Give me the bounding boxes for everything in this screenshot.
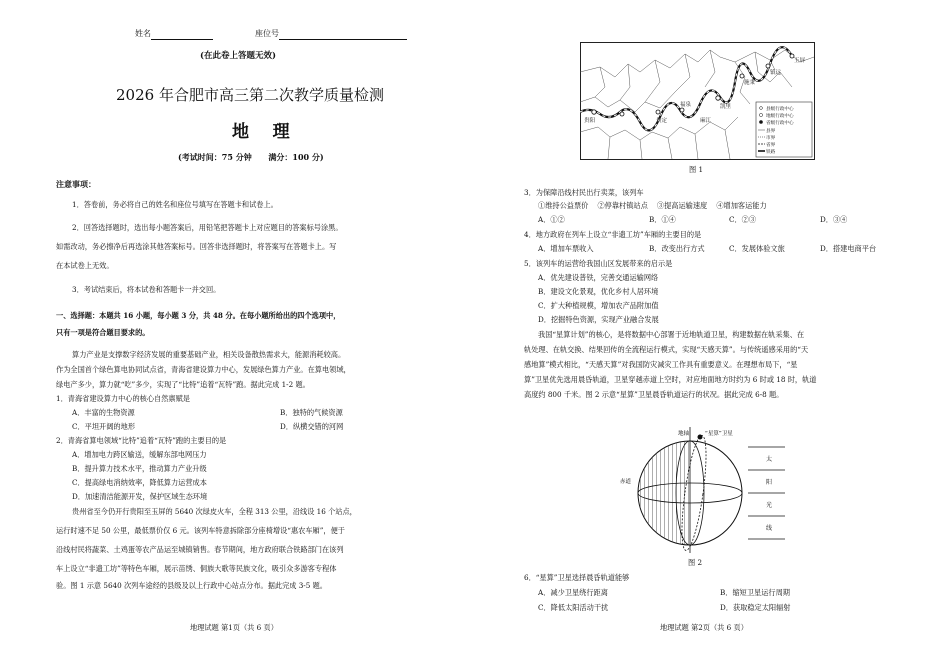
legend-province-border: 省界: [766, 143, 776, 148]
q3-statements: ①维持公益票价 ②停靠村镇站点 ③提高运输速度 ④增加客运能力: [538, 201, 767, 210]
figure-2-diagram: [620, 425, 790, 555]
q4-option-b: B．改变出行方式: [649, 244, 705, 253]
figure-1-caption: 图 1: [689, 165, 704, 174]
exam-info: (考试时间：75 分钟 满分：100 分): [178, 152, 324, 162]
question-5: 5．该列车的运营给我国山区发展带来的启示是: [524, 259, 673, 268]
q2-option-d: D．加速清洁能源开发，保护区域生态环境: [72, 492, 208, 501]
q3-option-d: D．③④: [820, 215, 848, 224]
q5-option-d: D．挖掘特色资源，实现产业融合发展: [538, 315, 659, 324]
passage2-line1: 贵州省至今仍开行贵阳至玉屏的 5640 次绿皮火车，全程 313 公里，沿线设 16 个站点，: [72, 507, 357, 516]
q1-option-a: A．丰富的生物资源: [72, 408, 135, 417]
question-4: 4．地方政府在列车上设立“非遗工坊”车厢的主要目的是: [524, 230, 702, 239]
page-footer-1: 地理试题 第1页（共 6 页）: [190, 623, 278, 632]
section-title-2: 只有一项是符合题目要求的。: [56, 328, 150, 337]
q6-option-d: D．获取稳定太阳辐射: [720, 603, 791, 612]
figure-1-map: [580, 42, 815, 160]
q5-option-c: C．扩大种植规模，增加农产品附加值: [538, 301, 659, 310]
seat-field: [255, 27, 407, 40]
q3-option-c: C．②③: [729, 215, 757, 224]
question-1: 1．青海省建设算力中心的核心自然禀赋是: [56, 394, 190, 403]
subject-title: 地 理: [232, 122, 290, 142]
q1-option-b: B．独特的气候资源: [280, 408, 343, 417]
map-label-zhenyuan: 镇远: [770, 70, 782, 76]
page-2: [475, 0, 950, 658]
map-label-yuping: 玉屏: [794, 58, 806, 64]
notice-2b: 如需改动，务必擦净后再选涂其他答案标号。回答非选择题时，将答案写在答题卡上。写: [56, 242, 337, 251]
name-field: [135, 27, 213, 40]
passage3-line4: 算”卫星优先选用晨昏轨道，卫星穿越赤道上空时，对应地面地方时约为 6 时或 18 时，轨道: [524, 375, 817, 384]
invalid-note: (在此卷上答题无效): [200, 51, 277, 61]
legend-county-border: 县界: [766, 129, 776, 134]
notice-2: 2．回答选择题时，选出每小题答案后，用铅笔把答题卡上对应题目的答案标号涂黑。: [72, 223, 343, 232]
exam-title: 2026 年合肥市高三第二次教学质量检测: [116, 86, 384, 104]
passage1-line2: 作为全国首个绿色算电协同试点省，青海省建设算力中心，发展绿色算力产业。在算电领域，: [56, 365, 351, 374]
q2-option-b: B．提升算力技术水平，推动算力产业升级: [72, 464, 207, 473]
question-6: 6．“星算”卫星选择晨昏轨道能够: [524, 573, 630, 582]
map-legend: [756, 102, 812, 157]
name-blank: [151, 30, 213, 40]
q3-option-b: B．①④: [649, 215, 676, 224]
q3-option-a: A．①②: [538, 215, 565, 224]
passage2-line5: 验。图 1 示意 5640 次列车途经的县级及以上行政中心站点分布。据此完成 3-5 题。: [56, 581, 327, 590]
notice-2c: 在本试卷上无效。: [56, 261, 114, 270]
notice-1: 1．答卷前，务必将自己的姓名和座位号填写在答题卡和试卷上。: [72, 200, 278, 209]
map-label-fuquan: 福泉: [680, 102, 692, 108]
legend-city-border: 市界: [766, 136, 776, 141]
legend-prefecture: 地级行政中心: [766, 114, 794, 119]
passage3-line2: 轨处理、在轨交换、结果回传的全流程运行模式，实现“天感天算”。与传统遥感采用的“天: [524, 345, 809, 354]
section-title-1: 一、选择题：本题共 16 小题，每小题 3 分，共 48 分。在每小题所给出的四个选项中，: [56, 311, 341, 320]
fig2-equator-label: 赤道: [620, 479, 632, 485]
question-3: 3．为保障沿线村民出行卖菜，该列车: [524, 188, 644, 197]
question-2: 2．青海省算电领域“比特”追着“瓦特”跑的主要目的是: [56, 436, 227, 445]
fig2-sun-char-4: 线: [766, 525, 773, 532]
map-label-kaili: 凯里: [720, 104, 732, 110]
legend-county: 县级行政中心: [766, 107, 794, 112]
q5-option-b: B．建设文化景观，优化乡村人居环境: [538, 287, 659, 296]
q4-option-d: D．搭建电商平台: [820, 244, 877, 253]
seat-label: 座位号: [255, 29, 279, 38]
q4-option-a: A．增加车票收入: [538, 244, 594, 253]
notice-3: 3．考试结束后，将本试卷和答题卡一并交回。: [72, 285, 221, 294]
fig2-satellite-label: “星算”卫星: [705, 431, 733, 437]
legend-province: 省级行政中心: [766, 121, 794, 126]
passage3-line5: 高度约 800 千米。图 2 示意“星算”卫星晨昏轨道运行的状况。据此完成 6-8 题。: [524, 390, 784, 399]
notice-title: 注意事项：: [56, 179, 96, 189]
map-label-guiyang: 贵阳: [584, 118, 596, 124]
map-label-majiang: 麻江: [700, 118, 712, 124]
passage3-line1: 我国“星算计划”的核心，是将数据中心部署于近地轨道卫星，构建数据在轨采集、在: [538, 330, 805, 339]
passage1-line3: 绿电产多少，算力就“吃”多少，实现了“比特”追着“瓦特”跑。据此完成 1-2 题。: [56, 380, 310, 389]
q1-option-c: C．平坦开阔的地形: [72, 422, 136, 431]
q2-option-c: C．提高绿电消纳效率，降低算力运营成本: [72, 478, 207, 487]
passage2-line4: 车上设立“非遗工坊”等特色车厢，展示苗绣、侗族大歌等民族文化，吸引众多游客专程体: [56, 564, 337, 573]
q4-option-c: C．发展体验文旅: [729, 244, 785, 253]
q5-option-a: A．优先建设普铁，完善交通运输网络: [538, 273, 659, 282]
q2-option-a: A．增加电力跨区输送，缓解东部电网压力: [72, 450, 207, 459]
seat-blank: [279, 30, 407, 40]
fig2-sun-char-1: 太: [766, 456, 773, 463]
page-footer-2: 地理试题 第2页（共 6 页）: [660, 623, 748, 632]
fig2-sun-char-3: 光: [766, 502, 773, 509]
q6-option-c: C．降低太阳活动干扰: [538, 603, 609, 612]
passage2-line3: 沿线村民将蔬菜、土鸡蛋等农产品运至城镇销售。春节期间，地方政府联合铁路部门在该列: [56, 545, 344, 554]
legend-railway: 铁路: [766, 150, 776, 155]
fig2-sun-char-2: 阳: [766, 479, 773, 486]
passage1-line1: 算力产业是支撑数字经济发展的重要基础产业，相关设备散热需求大，能源消耗较高。: [72, 350, 346, 359]
fig2-axis-label: 地轴: [678, 431, 690, 437]
q1-option-d: D．纵横交错的河网: [280, 422, 344, 431]
q6-option-b: B．缩短卫星运行周期: [720, 588, 790, 597]
q6-option-a: A．减少卫星绕行距离: [538, 588, 608, 597]
passage3-line3: 感地算”模式相比，“天感天算”对我国防灾减灾工作具有重要意义。在理想布局下，“星: [524, 360, 798, 369]
map-label-shibing: 施秉: [744, 80, 756, 86]
map-label-guiding: 贵定: [656, 118, 668, 124]
name-label: 姓名: [135, 29, 151, 38]
figure-2-caption: 图 2: [688, 558, 703, 567]
passage2-line2: 运行时速不足 50 公里，最低票价仅 6 元。该列车特意拆除部分座椅增设“惠农车厢”，便于: [56, 526, 345, 535]
